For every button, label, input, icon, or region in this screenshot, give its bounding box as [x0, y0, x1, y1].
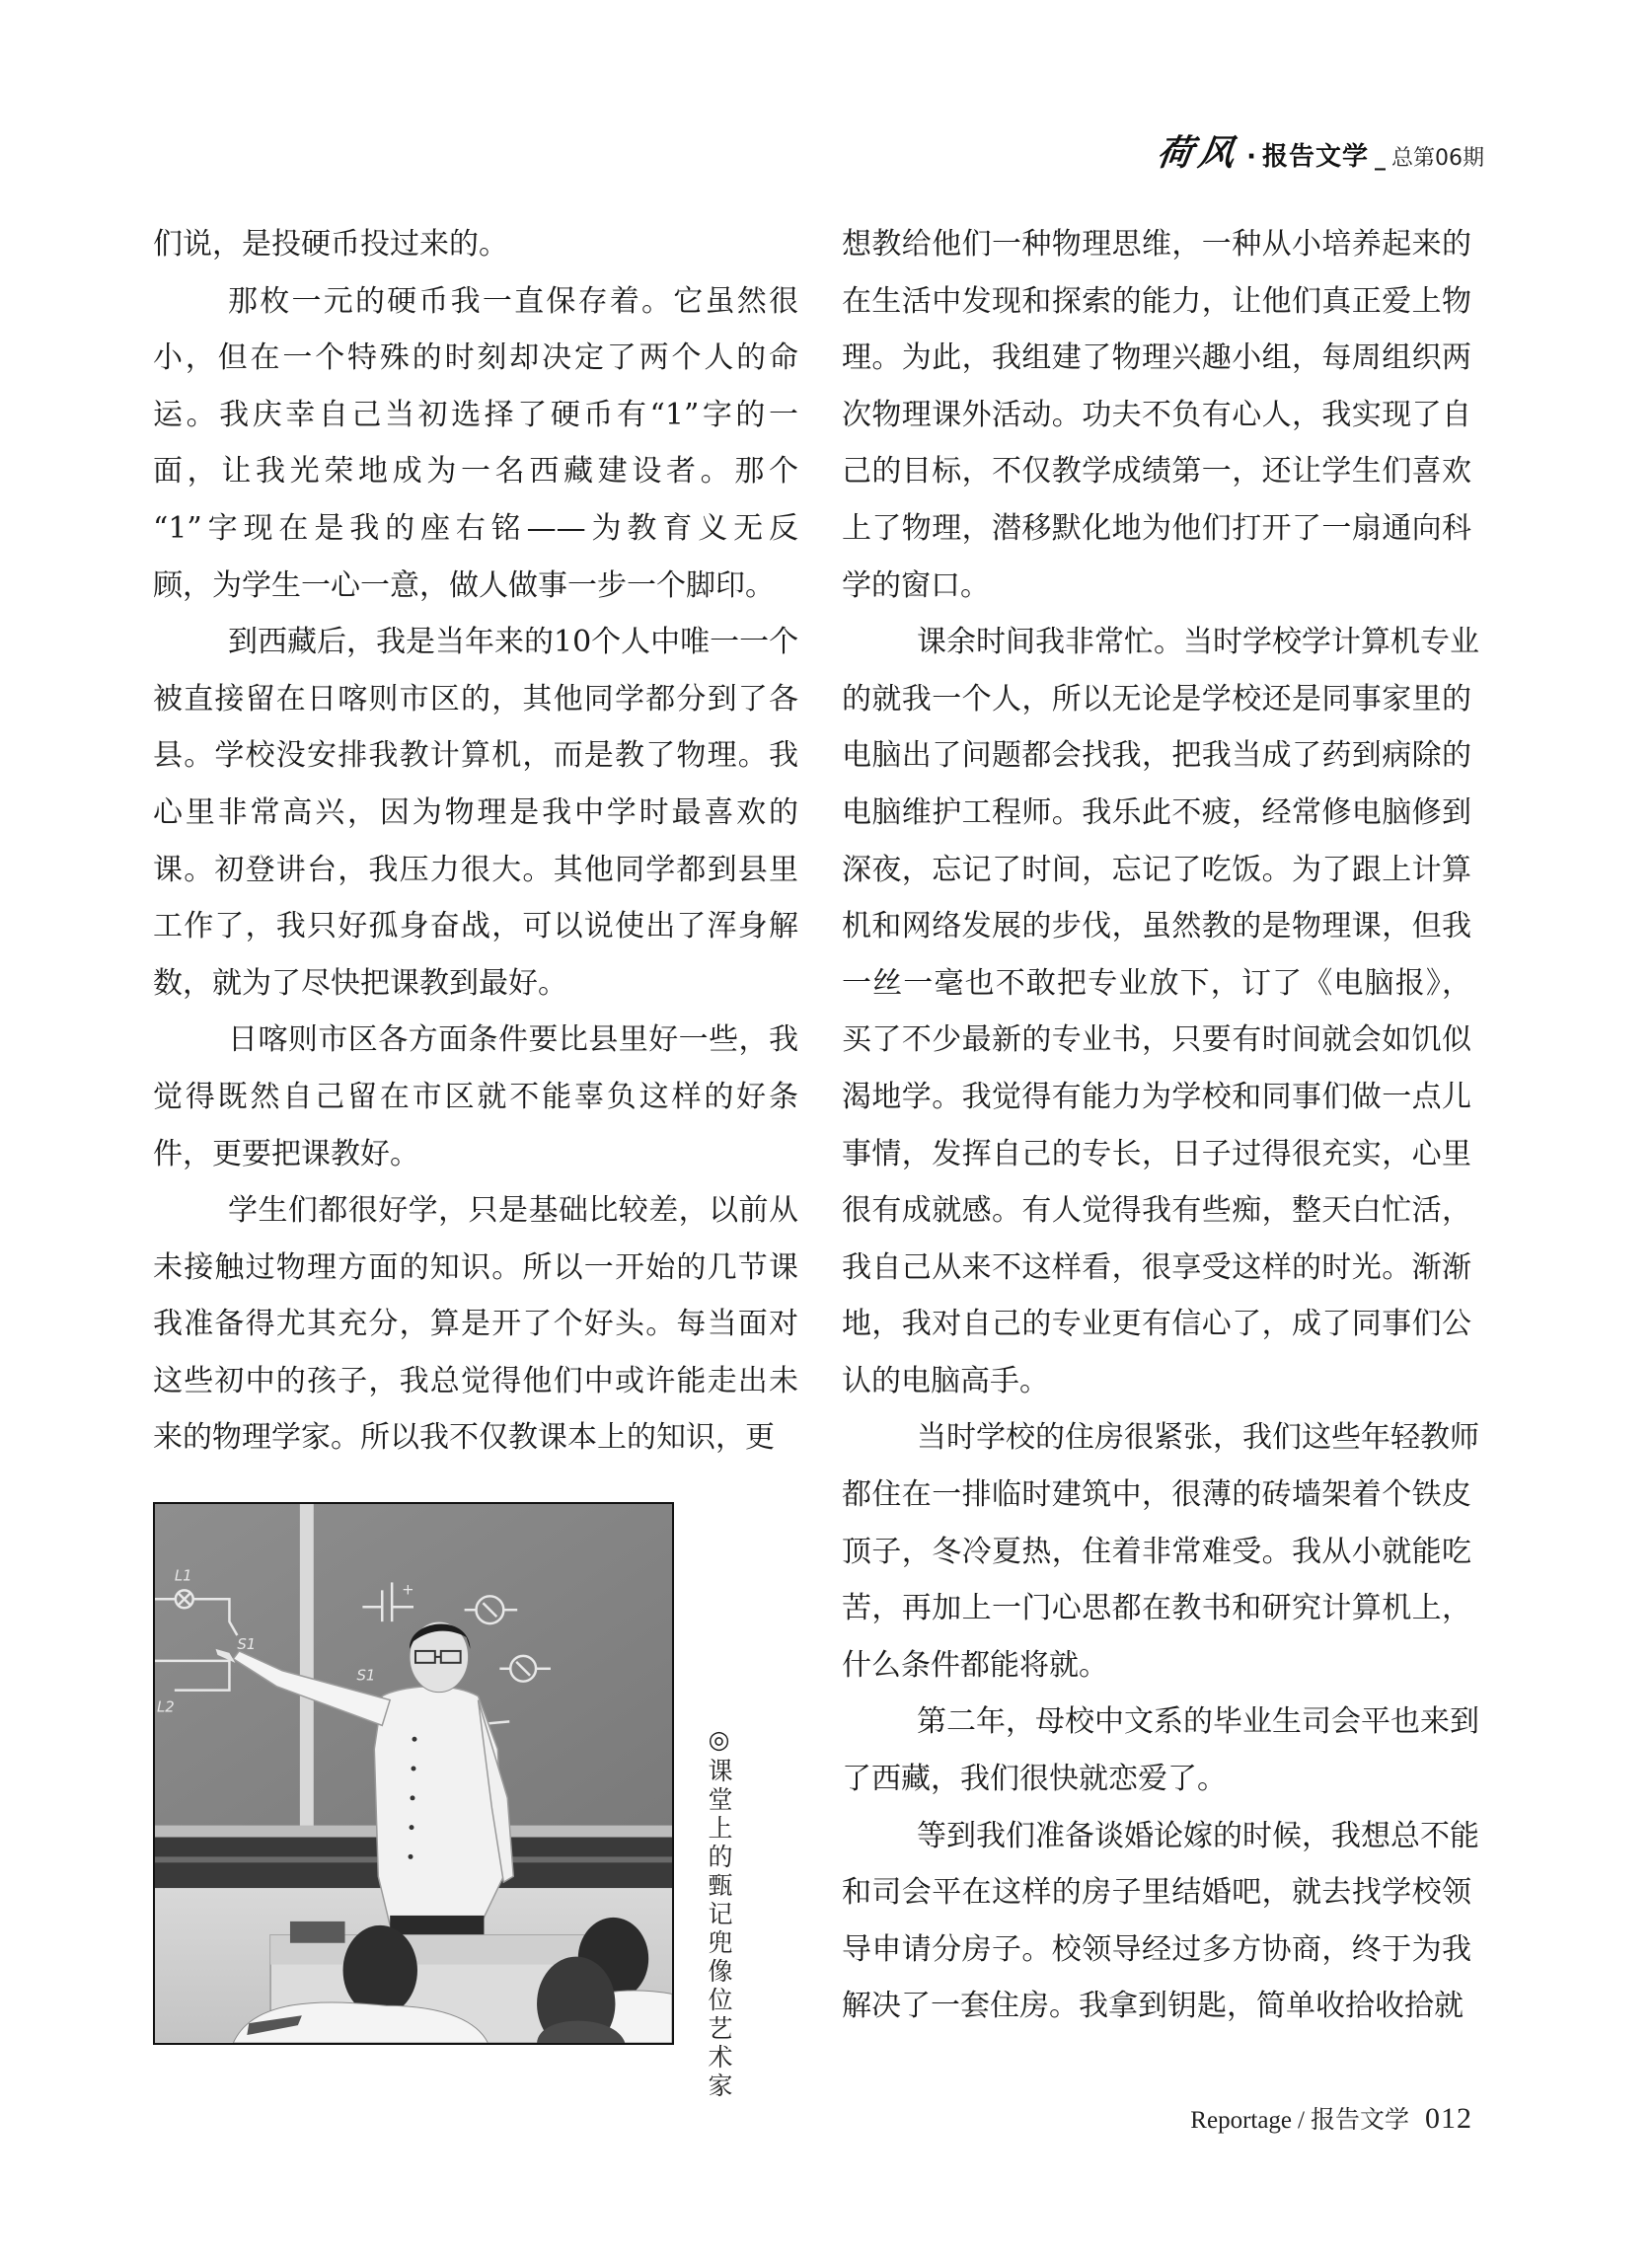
paragraph — [842, 1418, 1479, 1702]
text-line: 都住在一排临时建筑中，很薄的砖墙架着个铁皮 — [842, 1477, 1471, 1513]
text-line: 电脑出了问题都会找我，把我当成了药到病除的 — [842, 738, 1471, 774]
text-line: 面，让我光荣地成为一名西藏建设者。那个 — [153, 454, 798, 490]
text-line: “1”字现在是我的座右铭——为教育义无反 — [153, 510, 798, 546]
text-line: 第二年，母校中文系的毕业生司会平也来到 — [917, 1704, 1479, 1740]
paragraph — [842, 225, 1471, 623]
text-line: 事情，发挥自己的专长，日子过得很充实，心里 — [842, 1136, 1471, 1171]
text-line: 数，就为了尽快把课教到最好。 — [153, 965, 567, 1001]
text-line: 心里非常高兴，因为物理是我中学时最喜欢的 — [153, 794, 798, 830]
classroom-photo-illustration — [155, 1504, 672, 2043]
text-line: 导申请分房子。校领导经过多方协商，终于为我 — [842, 1931, 1471, 1967]
text-line: 未接触过物理方面的知识。所以一开始的几节课 — [153, 1249, 798, 1285]
text-line: 在生活中发现和探索的能力，让他们真正爱上物 — [842, 283, 1471, 319]
text-line: 觉得既然自己留在市区就不能辜负这样的好条 — [153, 1079, 798, 1114]
text-line: 己的目标，不仅教学成绩第一，还让学生们喜欢 — [842, 454, 1471, 490]
text-line: 等到我们准备谈婚论嫁的时候，我想总不能 — [917, 1818, 1479, 1853]
text-line: 很有成就感。有人觉得我有些痴，整天白忙活， — [842, 1193, 1471, 1229]
text-line: 我自己从来不这样看，很享受这样的时光。渐渐 — [842, 1249, 1471, 1285]
text-line: 认的电脑高手。 — [842, 1363, 1049, 1398]
text-line: 那枚一元的硬币我一直保存着。它虽然很 — [228, 283, 798, 319]
text-line: 买了不少最新的专业书，只要有时间就会如饥似 — [842, 1022, 1471, 1058]
text-line: 理。为此，我组建了物理兴趣小组，每周组织两 — [842, 340, 1471, 376]
text-line: 工作了，我只好孤身奋战，可以说使出了浑身解 — [153, 909, 798, 944]
text-line: 来的物理学家。所以我不仅教课本上的知识，更 — [153, 1420, 775, 1456]
text-line: 地，我对自己的专业更有信心了，成了同事们公 — [842, 1307, 1471, 1342]
text-line: 电脑维护工程师。我乐此不疲，经常修电脑修到 — [842, 794, 1471, 830]
text-line: 到西藏后，我是当年来的10个人中唯一一个 — [228, 625, 799, 660]
text-line: 次物理课外活动。功夫不负有心人，我实现了自 — [842, 397, 1471, 432]
right-text-column — [842, 225, 1479, 2044]
paragraph — [842, 623, 1479, 1418]
chalk-label-s1: S1 — [237, 1634, 257, 1653]
text-line: 了西藏，我们很快就恋爱了。 — [842, 1762, 1227, 1797]
paragraph — [842, 1702, 1479, 1816]
footer-english-title: Reportage — [1190, 2107, 1293, 2134]
text-line: 被直接留在日喀则市区的，其他同学都分到了各 — [153, 681, 798, 716]
paragraph — [153, 623, 798, 1020]
text-line: 县。学校没安排我教计算机，而是教了物理。我 — [153, 738, 798, 774]
text-line: 这些初中的孩子，我总觉得他们中或许能走出未 — [153, 1363, 798, 1398]
chalk-label-l2: L2 — [156, 1697, 175, 1716]
issue-number: 总第06期 — [1391, 146, 1484, 171]
paragraph — [842, 1817, 1479, 2044]
paragraph — [153, 1020, 798, 1191]
text-line: 上了物理，潜移默化地为他们打开了一扇通向科 — [842, 510, 1471, 546]
text-line: 课。初登讲台，我压力很大。其他同学都到县里 — [153, 852, 798, 887]
paragraph — [153, 1191, 798, 1475]
text-line: 顶子，冬冷夏热，住着非常难受。我从小就能吃 — [842, 1534, 1471, 1569]
board-divider — [300, 1504, 314, 1838]
classroom-photo — [153, 1502, 674, 2045]
text-line: 想教给他们一种物理思维，一种从小培养起来的 — [842, 227, 1471, 262]
running-head — [1154, 125, 1484, 176]
page-number: 012 — [1425, 2102, 1472, 2135]
photo-caption: ◎课堂上的甄记兜像位艺术家 — [705, 1725, 733, 2101]
text-line: 解决了一套住房。我拿到钥匙，简单收拾收拾就 — [842, 1989, 1464, 2024]
footer-separator: / — [1298, 2107, 1305, 2134]
left-text-column — [153, 225, 798, 1475]
text-line: 日喀则市区各方面条件要比县里好一些，我 — [228, 1022, 798, 1058]
section-title: 报告文学 — [1261, 142, 1369, 172]
chalk-label-l1: L1 — [174, 1566, 192, 1585]
text-line: 顾，为学生一心一意，做人做事一步一个脚印。 — [153, 567, 775, 603]
paragraph — [153, 225, 798, 282]
chalk-label-s1-second: S1 — [356, 1666, 376, 1685]
header-underscore: _ — [1375, 146, 1386, 171]
text-line: 们说，是投硬币投过来的。 — [153, 227, 508, 262]
text-line: 什么条件都能将就。 — [842, 1647, 1108, 1683]
magazine-logo: 荷风 — [1154, 132, 1243, 174]
text-line: 课余时间我非常忙。当时学校学计算机专业 — [917, 625, 1479, 660]
text-line: 和司会平在这样的房子里结婚吧，就去找学校领 — [842, 1875, 1471, 1911]
text-line: 当时学校的住房很紧张，我们这些年轻教师 — [917, 1420, 1479, 1456]
text-line: 件，更要把课教好。 — [153, 1136, 419, 1171]
footer-chinese-title: 报告文学 — [1310, 2105, 1409, 2134]
chalk-label-plus: + — [402, 1580, 414, 1599]
text-line: 苦，再加上一门心思都在教书和研究计算机上， — [842, 1591, 1471, 1626]
text-line: 我准备得尤其充分，算是开了个好头。每当面对 — [153, 1307, 798, 1342]
text-line: 一丝一毫也不敢把专业放下，订了《电脑报》， — [842, 965, 1471, 1001]
text-line: 学的窗口。 — [842, 567, 990, 603]
page-footer — [1190, 2100, 1472, 2136]
text-line: 运。我庆幸自己当初选择了硬币有“1”字的一 — [153, 397, 798, 432]
text-line: 机和网络发展的步伐，虽然教的是物理课，但我 — [842, 909, 1471, 944]
text-line: 学生们都很好学，只是基础比较差，以前从 — [228, 1193, 798, 1229]
text-line: 深夜，忘记了时间，忘记了吃饭。为了跟上计算 — [842, 852, 1471, 887]
paragraph — [153, 282, 798, 624]
header-separator: · — [1246, 142, 1256, 172]
text-line: 渴地学。我觉得有能力为学校和同事们做一点儿 — [842, 1079, 1471, 1114]
text-line: 小，但在一个特殊的时刻却决定了两个人的命 — [153, 340, 798, 376]
text-line: 的就我一个人，所以无论是学校还是同事家里的 — [842, 681, 1471, 716]
